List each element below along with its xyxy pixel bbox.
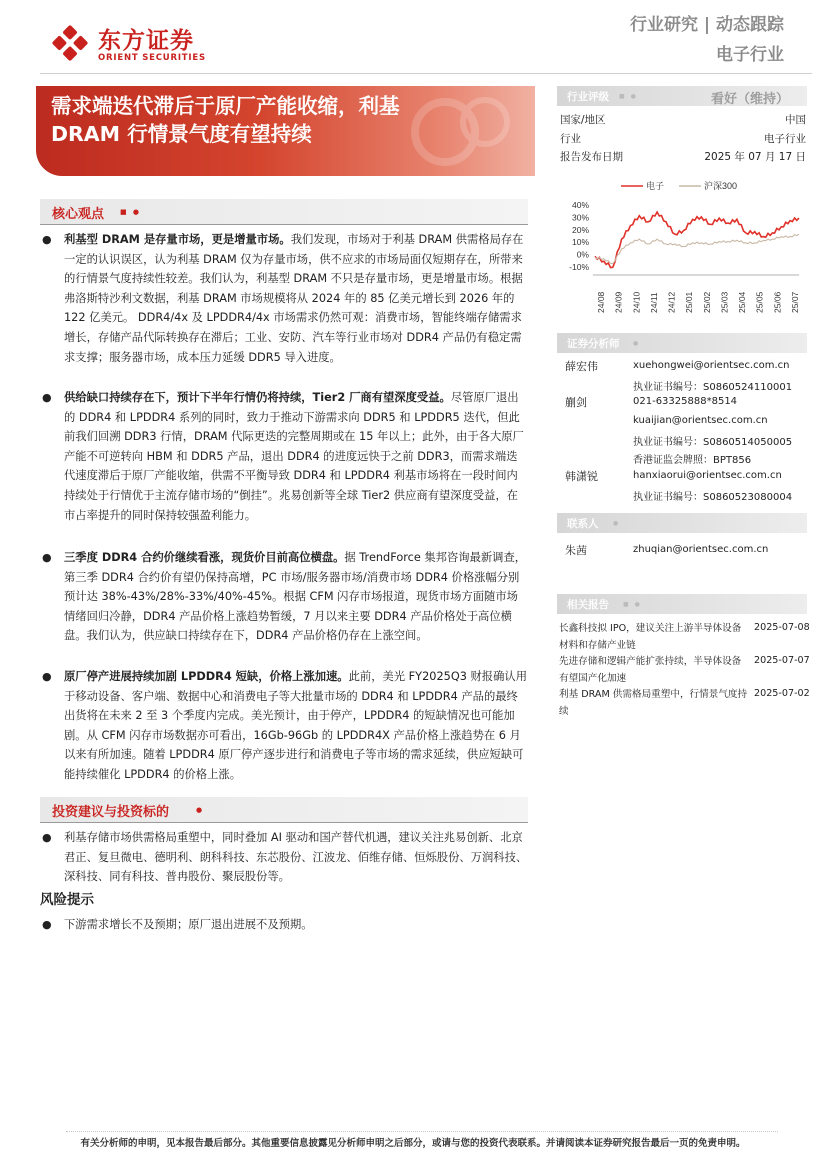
bullet-icon: ● bbox=[42, 670, 52, 683]
core-point bbox=[40, 667, 528, 785]
related-report-date: 2025-07-08 bbox=[754, 622, 810, 633]
rating-label: 行业评级 bbox=[567, 91, 609, 103]
x-tick-label: 24/12 bbox=[666, 291, 677, 313]
legend-label: 沪深300 bbox=[704, 181, 738, 191]
analyst-cert: 执业证书编号：S0860524110001 bbox=[633, 382, 793, 393]
company-logo bbox=[50, 20, 230, 64]
x-tick-label: 25/04 bbox=[737, 291, 748, 313]
bullet-icon: ● bbox=[42, 918, 52, 931]
core-point bbox=[40, 230, 528, 367]
bullet-icon: ● bbox=[42, 551, 52, 564]
y-tick-label: 40% bbox=[571, 200, 589, 211]
analyst-title: 证券分析师 bbox=[567, 338, 620, 350]
x-tick-label: 25/05 bbox=[754, 291, 765, 313]
x-tick-label: 25/03 bbox=[719, 291, 730, 313]
x-tick-label: 25/07 bbox=[790, 291, 800, 313]
report-category: 行业研究 | 动态跟踪 bbox=[629, 15, 784, 35]
reports-header bbox=[557, 594, 807, 614]
x-tick-label: 24/08 bbox=[596, 291, 606, 313]
section-dots-icon: ● bbox=[613, 520, 621, 527]
analyst-header bbox=[557, 333, 807, 353]
core-point-lead: 原厂停产进展持续加剧 LPDDR4 短缺，价格上涨加速。 bbox=[64, 670, 349, 683]
analyst-email[interactable]: kuaijian@orientsec.com.cn bbox=[633, 415, 768, 426]
report-type bbox=[630, 14, 784, 66]
analyst-email[interactable]: xuehongwei@orientsec.com.cn bbox=[633, 360, 790, 371]
x-tick-label: 25/01 bbox=[684, 291, 695, 313]
core-point bbox=[40, 548, 528, 646]
banner-decoration-icon bbox=[405, 92, 515, 172]
report-title-line2: DRAM 行情景气度有望持续 bbox=[51, 122, 312, 146]
reports-title: 相关报告 bbox=[567, 599, 609, 611]
bullet-icon: ● bbox=[42, 831, 52, 844]
section-core-header bbox=[40, 199, 528, 225]
related-report-link[interactable]: 长鑫科技拟 IPO，建议关注上游半导体设备材料和存储产业链 bbox=[559, 623, 742, 651]
report-industry: 电子行业 bbox=[716, 45, 784, 65]
info-row bbox=[560, 131, 806, 147]
related-report-date: 2025-07-02 bbox=[754, 688, 810, 699]
footer-divider bbox=[66, 1131, 778, 1132]
logo-mark-icon bbox=[50, 23, 90, 63]
x-tick-label: 24/09 bbox=[613, 291, 624, 313]
info-value: 电子行业 bbox=[764, 133, 806, 145]
related-report-link[interactable]: 先进存储和逻辑产能扩张持续，半导体设备有望国产化加速 bbox=[559, 656, 742, 684]
contact-email[interactable]: zhuqian@orientsec.com.cn bbox=[633, 544, 769, 555]
y-tick-label: 0% bbox=[576, 249, 589, 260]
section-dots-icon: ■ ● bbox=[619, 93, 638, 100]
related-report-link[interactable]: 利基 DRAM 供需格局重塑中，行情景气度持续 bbox=[559, 689, 748, 717]
section-invest-header bbox=[40, 797, 528, 823]
info-key: 国家/地区 bbox=[560, 114, 606, 126]
section-dots-icon: ● bbox=[633, 340, 641, 347]
x-tick-label: 24/10 bbox=[631, 291, 642, 313]
core-point bbox=[40, 388, 528, 525]
bullet-icon: ● bbox=[42, 391, 52, 404]
contact-header bbox=[557, 513, 807, 533]
report-title-line1: 需求端迭代滞后于原厂产能收缩，利基 bbox=[51, 94, 400, 118]
section-title: 投资建议与投资标的 bbox=[52, 805, 170, 820]
section-dots-icon: ● bbox=[196, 806, 205, 814]
header-divider bbox=[40, 73, 812, 74]
analyst-name: 薛宏伟 bbox=[565, 360, 598, 373]
bullet-icon: ● bbox=[42, 233, 52, 246]
y-tick-label: 20% bbox=[571, 224, 589, 235]
contact-title: 联系人 bbox=[567, 518, 599, 530]
core-point-lead: 三季度 DDR4 合约价继续看涨，现货价目前高位横盘。 bbox=[64, 551, 345, 564]
analyst-cert: 执业证书编号：S0860523080004 bbox=[633, 492, 793, 503]
info-key: 行业 bbox=[560, 133, 581, 145]
risk-point bbox=[40, 915, 528, 935]
info-key: 报告发布日期 bbox=[560, 151, 623, 163]
price-chart bbox=[557, 177, 807, 317]
contact-name: 朱茜 bbox=[565, 544, 587, 557]
info-value: 2025 年 07 月 17 日 bbox=[704, 151, 806, 163]
invest-text: 利基存储市场供需格局重塑中，同时叠加 AI 驱动和国产替代机遇，建议关注兆易创新、北京君正、复旦微电、德明利、朗科科技、东芯股份、江波龙、佰维存储、恒烁股份、万润科技、深科技、同有科技、普冉股份、聚辰股份等。 bbox=[64, 831, 528, 884]
logo-en-text: ORIENT SECURITIES bbox=[98, 53, 206, 63]
x-tick-label: 25/06 bbox=[772, 291, 783, 313]
x-tick-label: 25/02 bbox=[701, 291, 712, 313]
y-tick-label: 10% bbox=[571, 237, 589, 248]
price-chart-svg bbox=[557, 177, 807, 317]
core-point-body: 据 TrendForce 集邦咨询最新调查，第三季 DDR4 合约价有望仍保持高增，PC 市场/服务器市场/消费市场 DDR4 价格涨幅分别预计达 38%-43%/28%-33%/40%-45%。根据 CFM 闪存市场报道，现货市场方面随市场情绪回归冷静，DDR4 产品价格上涨趋势暂缓，7 月以来主要 DDR4 产品价格处于高位横盘。我们认为，供应缺口持续存在下，DDR4 产品价格仍存在上涨空间。 bbox=[64, 551, 527, 643]
core-point-body: 此前，美光 FY2025Q3 财报确认用于移动设备、客户端、数据中心和消费电子等大批量市场的 DDR4 和 LPDDR4 产品的最终出货将在未来 2 至 3 个季度内完成。美光预计，由于停产，LPDDR4 的短缺情况也可能加剧。从 CFM 闪存市场数据亦可看出，16Gb-96Gb 的 LPDDR4X 产品价格上涨趋势在 6 月以来有所加速。随着 LPDDR4 原厂停产逐步进行和消费电子等市场的需求延续，供应短缺可能持续催化 LPDDR4 的价格上涨。 bbox=[64, 670, 527, 781]
logo-cn-text: 东方证券 bbox=[98, 28, 194, 54]
series-line-csi300 bbox=[595, 234, 799, 264]
title-banner bbox=[36, 86, 535, 176]
legend-label: 电子 bbox=[646, 181, 665, 191]
core-point-lead: 供给缺口持续存在下，预计下半年行情仍将持续，Tier2 厂商有望深度受益。 bbox=[64, 391, 451, 404]
invest-point bbox=[40, 828, 528, 887]
core-point-body: 尽管原厂退出的 DDR4 和 LPDDR4 系列的同时，致力于推动下游需求向 DDR5 和 LPDDR5 迭代，但此前我们回溯 DDR3 行情，DRAM 代际更迭的完整周期或在 15 年以上；此外，由于各大原厂产能不可逆转向 HBM 和 DDR5 产品，退出 DDR4 的进度远快于之前 DDR3，而需求端迭代速度滞后于原厂产能收缩，供需不平衡导致 DDR4 和 LPDDR4 利基市场将在一段时间内持续处于行情优于主流存储市场的“倒挂”。兆易创新等全球 Tier2 供应商有望深度受益，在市占率提升的同时保持较强盈利能力。 bbox=[64, 391, 524, 522]
core-point-body: 我们发现，市场对于利基 DRAM 供需格局存在一定的认识误区，认为利基 DRAM 仅为存量市场，供不应求的市场局面仅短期存在，所带来的行情景气度持续性较差。我们认为，利基型 DRAM 不只是存量市场，更是增量市场。根据弗洛斯特沙利文数据，利基 DRAM 市场规模将从 2024 年的 85 亿美元增长到 2026 年的 122 亿美元。 DDR4/4x 及 LPDDR4/4x 市场需求仍然可观：消费市场，智能终端存储需求增长，存储产品代际转换存在滞后；工业、安防、汽车等行业市场对 DDR4 产品仍有稳定需求支撑；服务器市场，成本压力延缓 DDR5 导入进度。 bbox=[64, 233, 524, 364]
info-row bbox=[560, 149, 806, 165]
y-tick-label: 30% bbox=[571, 212, 589, 223]
analyst-license: 香港证监会牌照：BPT856 bbox=[633, 455, 752, 466]
rating-header bbox=[557, 86, 807, 106]
report-title bbox=[51, 92, 400, 148]
section-dots-icon: ■ ● bbox=[623, 601, 642, 608]
risk-title: 风险提示 bbox=[40, 892, 94, 908]
analyst-phone: 021-63325888*8514 bbox=[633, 396, 738, 407]
footer-disclaimer: 有关分析师的申明，见本报告最后部分。其他重要信息披露见分析师申明之后部分，或请与您的投资代表联系。并请阅读本证券研究报告最后一页的免责申明。 bbox=[80, 1138, 746, 1149]
rating-value: 看好（维持） bbox=[710, 92, 789, 107]
related-report-date: 2025-07-07 bbox=[754, 655, 810, 666]
core-point-lead: 利基型 DRAM 是存量市场，更是增量市场。 bbox=[64, 233, 291, 246]
info-value: 中国 bbox=[785, 114, 806, 126]
analyst-cert: 执业证书编号：S0860514050005 bbox=[633, 437, 793, 448]
analyst-name: 韩潇锐 bbox=[565, 470, 598, 483]
risk-text: 下游需求增长不及预期；原厂退出进展不及预期。 bbox=[64, 918, 313, 931]
x-tick-label: 24/11 bbox=[648, 292, 659, 313]
analyst-email[interactable]: hanxiaorui@orientsec.com.cn bbox=[633, 470, 782, 481]
section-dots-icon: ■ ● bbox=[120, 208, 141, 216]
section-title: 核心观点 bbox=[52, 207, 105, 222]
analyst-name: 蒯剑 bbox=[565, 396, 587, 409]
info-row bbox=[560, 112, 806, 128]
y-tick-label: -10% bbox=[569, 261, 589, 272]
